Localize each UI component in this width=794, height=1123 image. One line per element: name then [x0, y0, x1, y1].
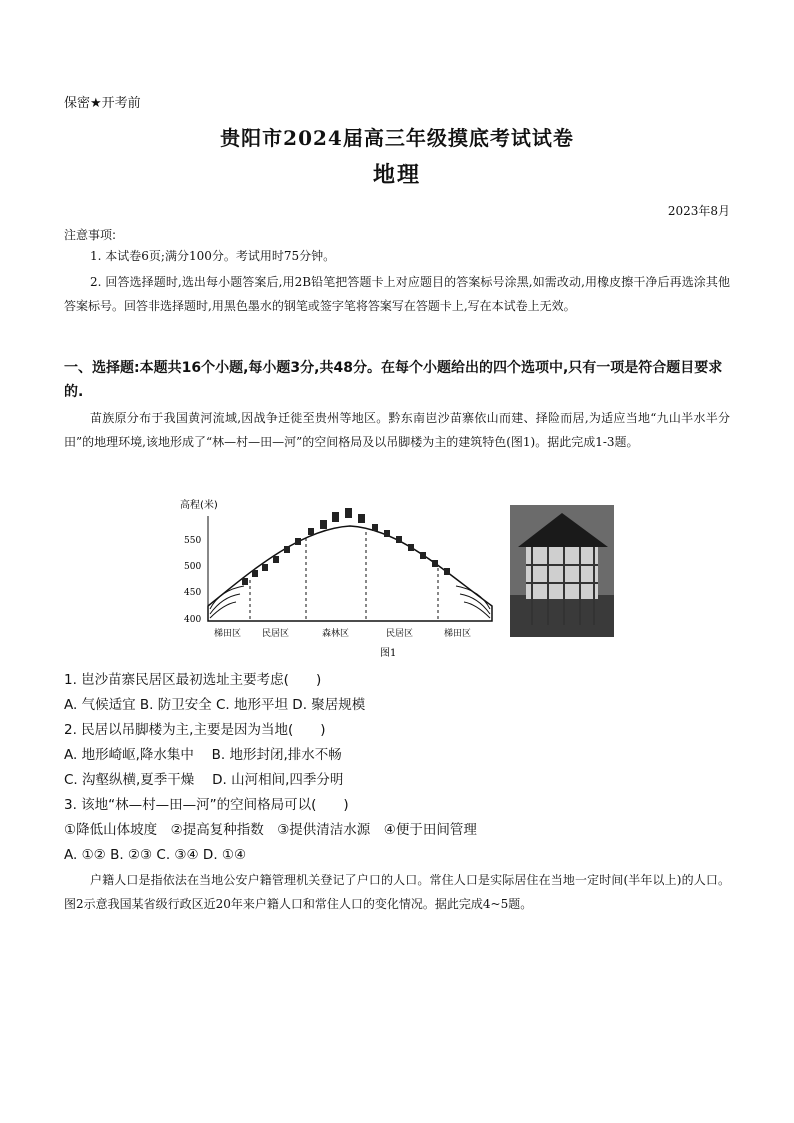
section-heading: 一、选择题:本题共16个小题,每小题3分,共48分。在每个小题给出的四个选项中,只有一项是符合题目要求的.	[64, 360, 723, 400]
notice-heading: 注意事项:	[64, 228, 117, 242]
figure-caption: 图1	[380, 648, 397, 659]
elevation-axis-label: 高程(米)	[180, 500, 218, 511]
exam-date: 2023年8月	[667, 204, 730, 218]
ytick-500: 500	[184, 562, 202, 572]
zone-terrace-right: 梯田区	[444, 629, 472, 639]
subject-title: 地理	[372, 162, 421, 188]
zone-residential-right: 民居区	[386, 629, 414, 639]
intro-passage: 苗族原分布于我国黄河流域,因战争迁徙至贵州等地区。黔东南岜沙苗寨依山而建、择险而居,为适应当地“九山半水半分田”的地理环境,该地形成了“林—村—田—河”的空间格局及以吊脚楼为主的建筑特色(图1)。据此完成1-3题。	[64, 411, 730, 449]
notice-item-1: 1. 本试卷6页;满分100分。考试用时75分钟。	[90, 249, 336, 263]
zone-residential-left: 民居区	[262, 629, 290, 639]
stilt-house-photo	[510, 505, 614, 637]
question-3-items: ①降低山体坡度 ②提高复种指数 ③提供清洁水源 ④便于田间管理	[64, 822, 477, 838]
question-1: 1. 岜沙苗寨民居区最初选址主要考虑( )	[64, 672, 322, 688]
question-2: 2. 民居以吊脚楼为主,主要是因为当地( )	[64, 722, 326, 738]
question-2-options-ab: A. 地形崎岖,降水集中 B. 地形封闭,排水不畅	[64, 747, 342, 763]
exam-title: 贵阳市2024届高三年级摸底考试试卷	[220, 126, 574, 150]
confidential-mark: 保密★开考前	[64, 96, 141, 111]
question-1-options: A. 气候适宜 B. 防卫安全 C. 地形平坦 D. 聚居规模	[64, 697, 366, 713]
zone-forest: 森林区	[322, 629, 350, 639]
question-2-options-cd: C. 沟壑纵横,夏季干燥 D. 山河相间,四季分明	[64, 772, 344, 788]
ytick-550: 550	[184, 536, 202, 546]
ytick-450: 450	[184, 588, 202, 598]
question-3: 3. 该地“林—村—田—河”的空间格局可以( )	[64, 797, 349, 813]
ytick-400: 400	[184, 615, 202, 625]
notice-item-2: 2. 回答选择题时,选出每小题答案后,用2B铅笔把答题卡上对应题目的答案标号涂黑,如需改动,用橡皮擦干净后再选涂其他答案标号。回答非选择题时,用黑色墨水的钢笔或签字笔将答案写在答题卡上,写在本试卷上无效。	[64, 275, 730, 313]
zone-terrace-left: 梯田区	[214, 629, 242, 639]
passage-2: 户籍人口是指依法在当地公安户籍管理机关登记了户口的人口。常住人口是实际居住在当地一定时间(半年以上)的人口。图2示意我国某省级行政区近20年来户籍人口和常住人口的变化情况。据此完成4~5题。	[64, 873, 730, 911]
question-3-options: A. ①② B. ②③ C. ③④ D. ①④	[64, 847, 247, 863]
